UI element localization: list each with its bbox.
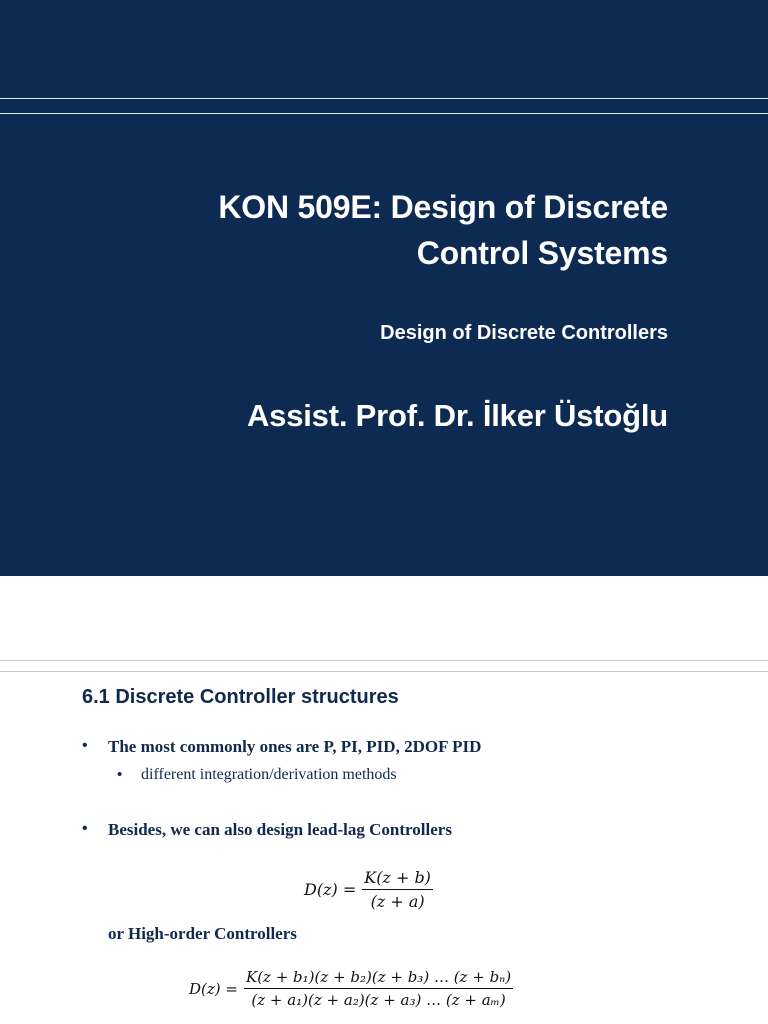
equation-fraction (244, 968, 513, 1009)
slide-subtitle: Design of Discrete Controllers (380, 322, 668, 344)
equation-denominator: (z + a₁)(z + a₂)(z + a₃) … (z + aₘ) (251, 991, 506, 1009)
top-divider-line (0, 98, 768, 99)
bullet-dot: • (82, 820, 88, 837)
bullet-dot: • (82, 737, 88, 754)
content-top-line-2 (0, 671, 768, 672)
section-heading: 6.1 Discrete Controller structures (82, 686, 399, 708)
bullet-text: Besides, we can also design lead-lag Controllers (108, 820, 452, 839)
content-slide (0, 576, 768, 1024)
sub-bullet-dot: • (117, 766, 123, 783)
sub-bullet-text: different integration/derivation methods (141, 766, 397, 783)
bullet-text: The most commonly ones are P, PI, PID, 2DOF PID (108, 737, 482, 756)
content-top-line-1 (0, 660, 768, 661)
title-line-1: KON 509E: Design of Discrete (218, 189, 668, 225)
title-line-2: Control Systems (416, 235, 668, 271)
second-divider-line (0, 113, 768, 114)
sub-bullet-item (117, 766, 397, 784)
slide-title (108, 184, 668, 276)
lead-lag-equation (304, 868, 433, 911)
high-order-equation (189, 968, 513, 1009)
high-order-text: or High-order Controllers (108, 924, 297, 943)
equation-numerator: K(z + b) (362, 868, 433, 890)
equation-fraction (362, 868, 433, 911)
equation-lhs: D(z) = (304, 880, 357, 899)
bullet-item-2 (82, 820, 452, 840)
equation-lhs: D(z) = (189, 979, 238, 998)
author-name: Assist. Prof. Dr. İlker Üstoğlu (246, 398, 668, 433)
equation-denominator: (z + a) (370, 892, 425, 911)
equation-numerator: K(z + b₁)(z + b₂)(z + b₃) … (z + bₙ) (244, 968, 513, 989)
bullet-item-1 (82, 737, 482, 757)
